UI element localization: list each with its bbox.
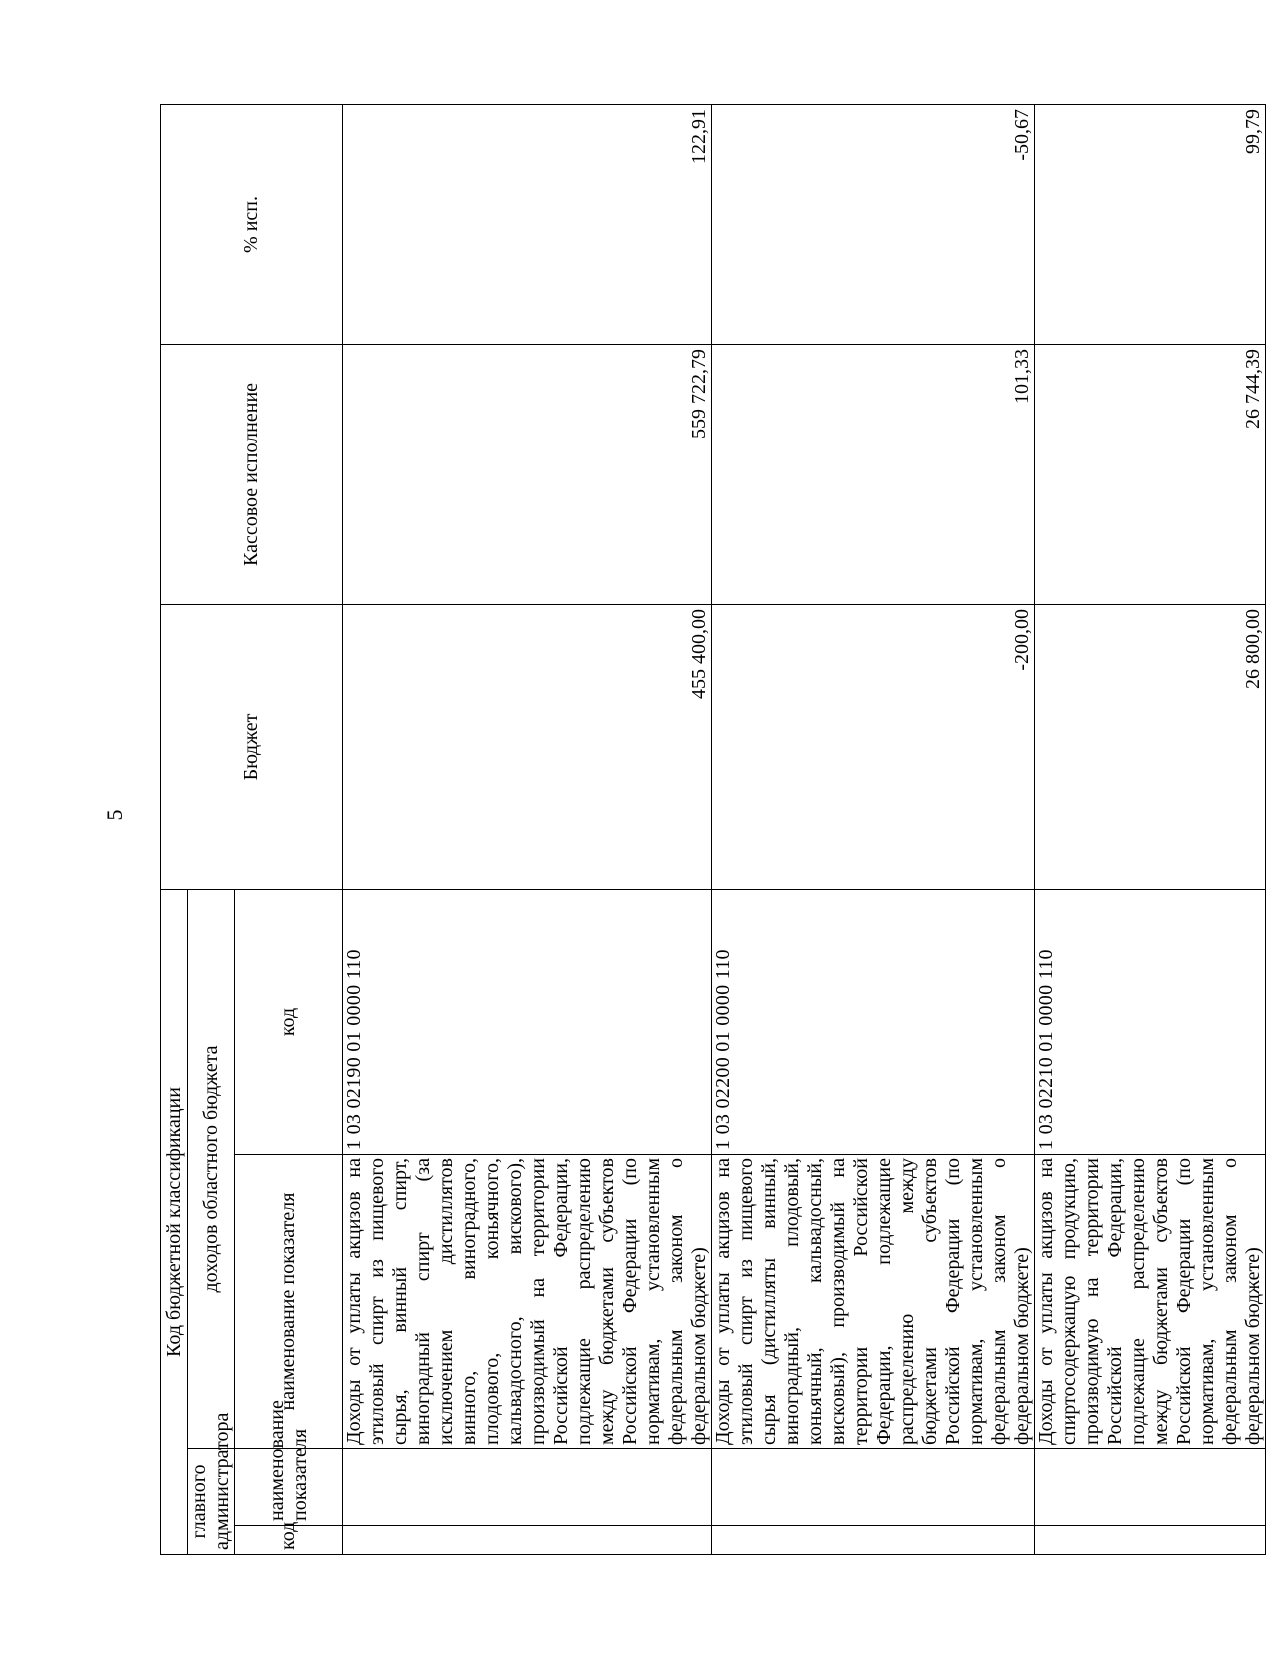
header-admin-name: наименование показателя [235, 1449, 343, 1526]
admin-name-cell [712, 1449, 1035, 1526]
header-budget: Бюджет [161, 604, 343, 889]
admin-name-cell [1035, 1449, 1266, 1526]
table-row [343, 104, 712, 1554]
header-admin-code: код [235, 1526, 343, 1555]
table-row [1035, 104, 1266, 1554]
budget-cell: -200,00 [712, 604, 1035, 889]
income-code-cell: 1 03 02210 01 0000 110 [1035, 889, 1266, 1154]
budget-cell: 26 800,00 [1035, 604, 1266, 889]
header-main-administrator: главного администратора [188, 1449, 235, 1555]
budget-table-container [160, 105, 1264, 1555]
income-name-cell: Доходы от уплаты акцизов на этиловый спирт из пищевого сырья (дистилляты винный, виноградный, плодовый, коньячный, кальвадосный, висковый), производимый на территории Российской Федерации, подлежащие распределению между бюджетами субъектов Российской Федерации (по нормативам, установленным федеральным законом о федеральном бюджете) [712, 1155, 1035, 1449]
budget-classification-table [160, 104, 1266, 1555]
budget-cell: 455 400,00 [343, 604, 712, 889]
percent-cell: 99,79 [1035, 104, 1266, 344]
header-income-code: код [235, 889, 343, 1154]
cash-execution-cell: 559 722,79 [343, 344, 712, 604]
header-row-1 [161, 104, 188, 1554]
percent-cell: -50,67 [712, 104, 1035, 344]
header-cash-execution: Кассовое исполнение [161, 344, 343, 604]
admin-name-cell [343, 1449, 712, 1526]
table-row [712, 104, 1035, 1554]
page-number: 5 [102, 809, 127, 821]
rotated-table-layer [160, 105, 1264, 1555]
admin-code-cell [1035, 1526, 1266, 1555]
income-code-cell: 1 03 02200 01 0000 110 [712, 889, 1035, 1154]
cash-execution-cell: 26 744,39 [1035, 344, 1266, 604]
header-classification: Код бюджетной классификации [161, 889, 188, 1554]
income-code-cell: 1 03 02190 01 0000 110 [343, 889, 712, 1154]
header-income-name: наименование показателя [235, 1155, 343, 1449]
admin-code-cell [712, 1526, 1035, 1555]
income-name-cell: Доходы от уплаты акцизов на спиртосодержащую продукцию, производимую на территории Российской Федерации, подлежащие распределению между бюджетами субъектов Российской Федерации (по нормативам, установленным федеральным законом о федеральном бюджете) [1035, 1155, 1266, 1449]
admin-code-cell [343, 1526, 712, 1555]
income-name-cell: Доходы от уплаты акцизов на этиловый спирт из пищевого сырья, винный спирт, виноградный спирт (за исключением дистиллятов винного, виноградного, плодового, коньячного, кальвадосного, вискового), производимый на территории Российской Федерации, подлежащие распределению между бюджетами субъектов Российской Федерации (по нормативам, установленным федеральным законом о федеральном бюджете) [343, 1155, 712, 1449]
cash-execution-cell: 101,33 [712, 344, 1035, 604]
header-percent: % исп. [161, 104, 343, 344]
percent-cell: 122,91 [343, 104, 712, 344]
header-regional-income: доходов областного бюджета [188, 889, 235, 1448]
